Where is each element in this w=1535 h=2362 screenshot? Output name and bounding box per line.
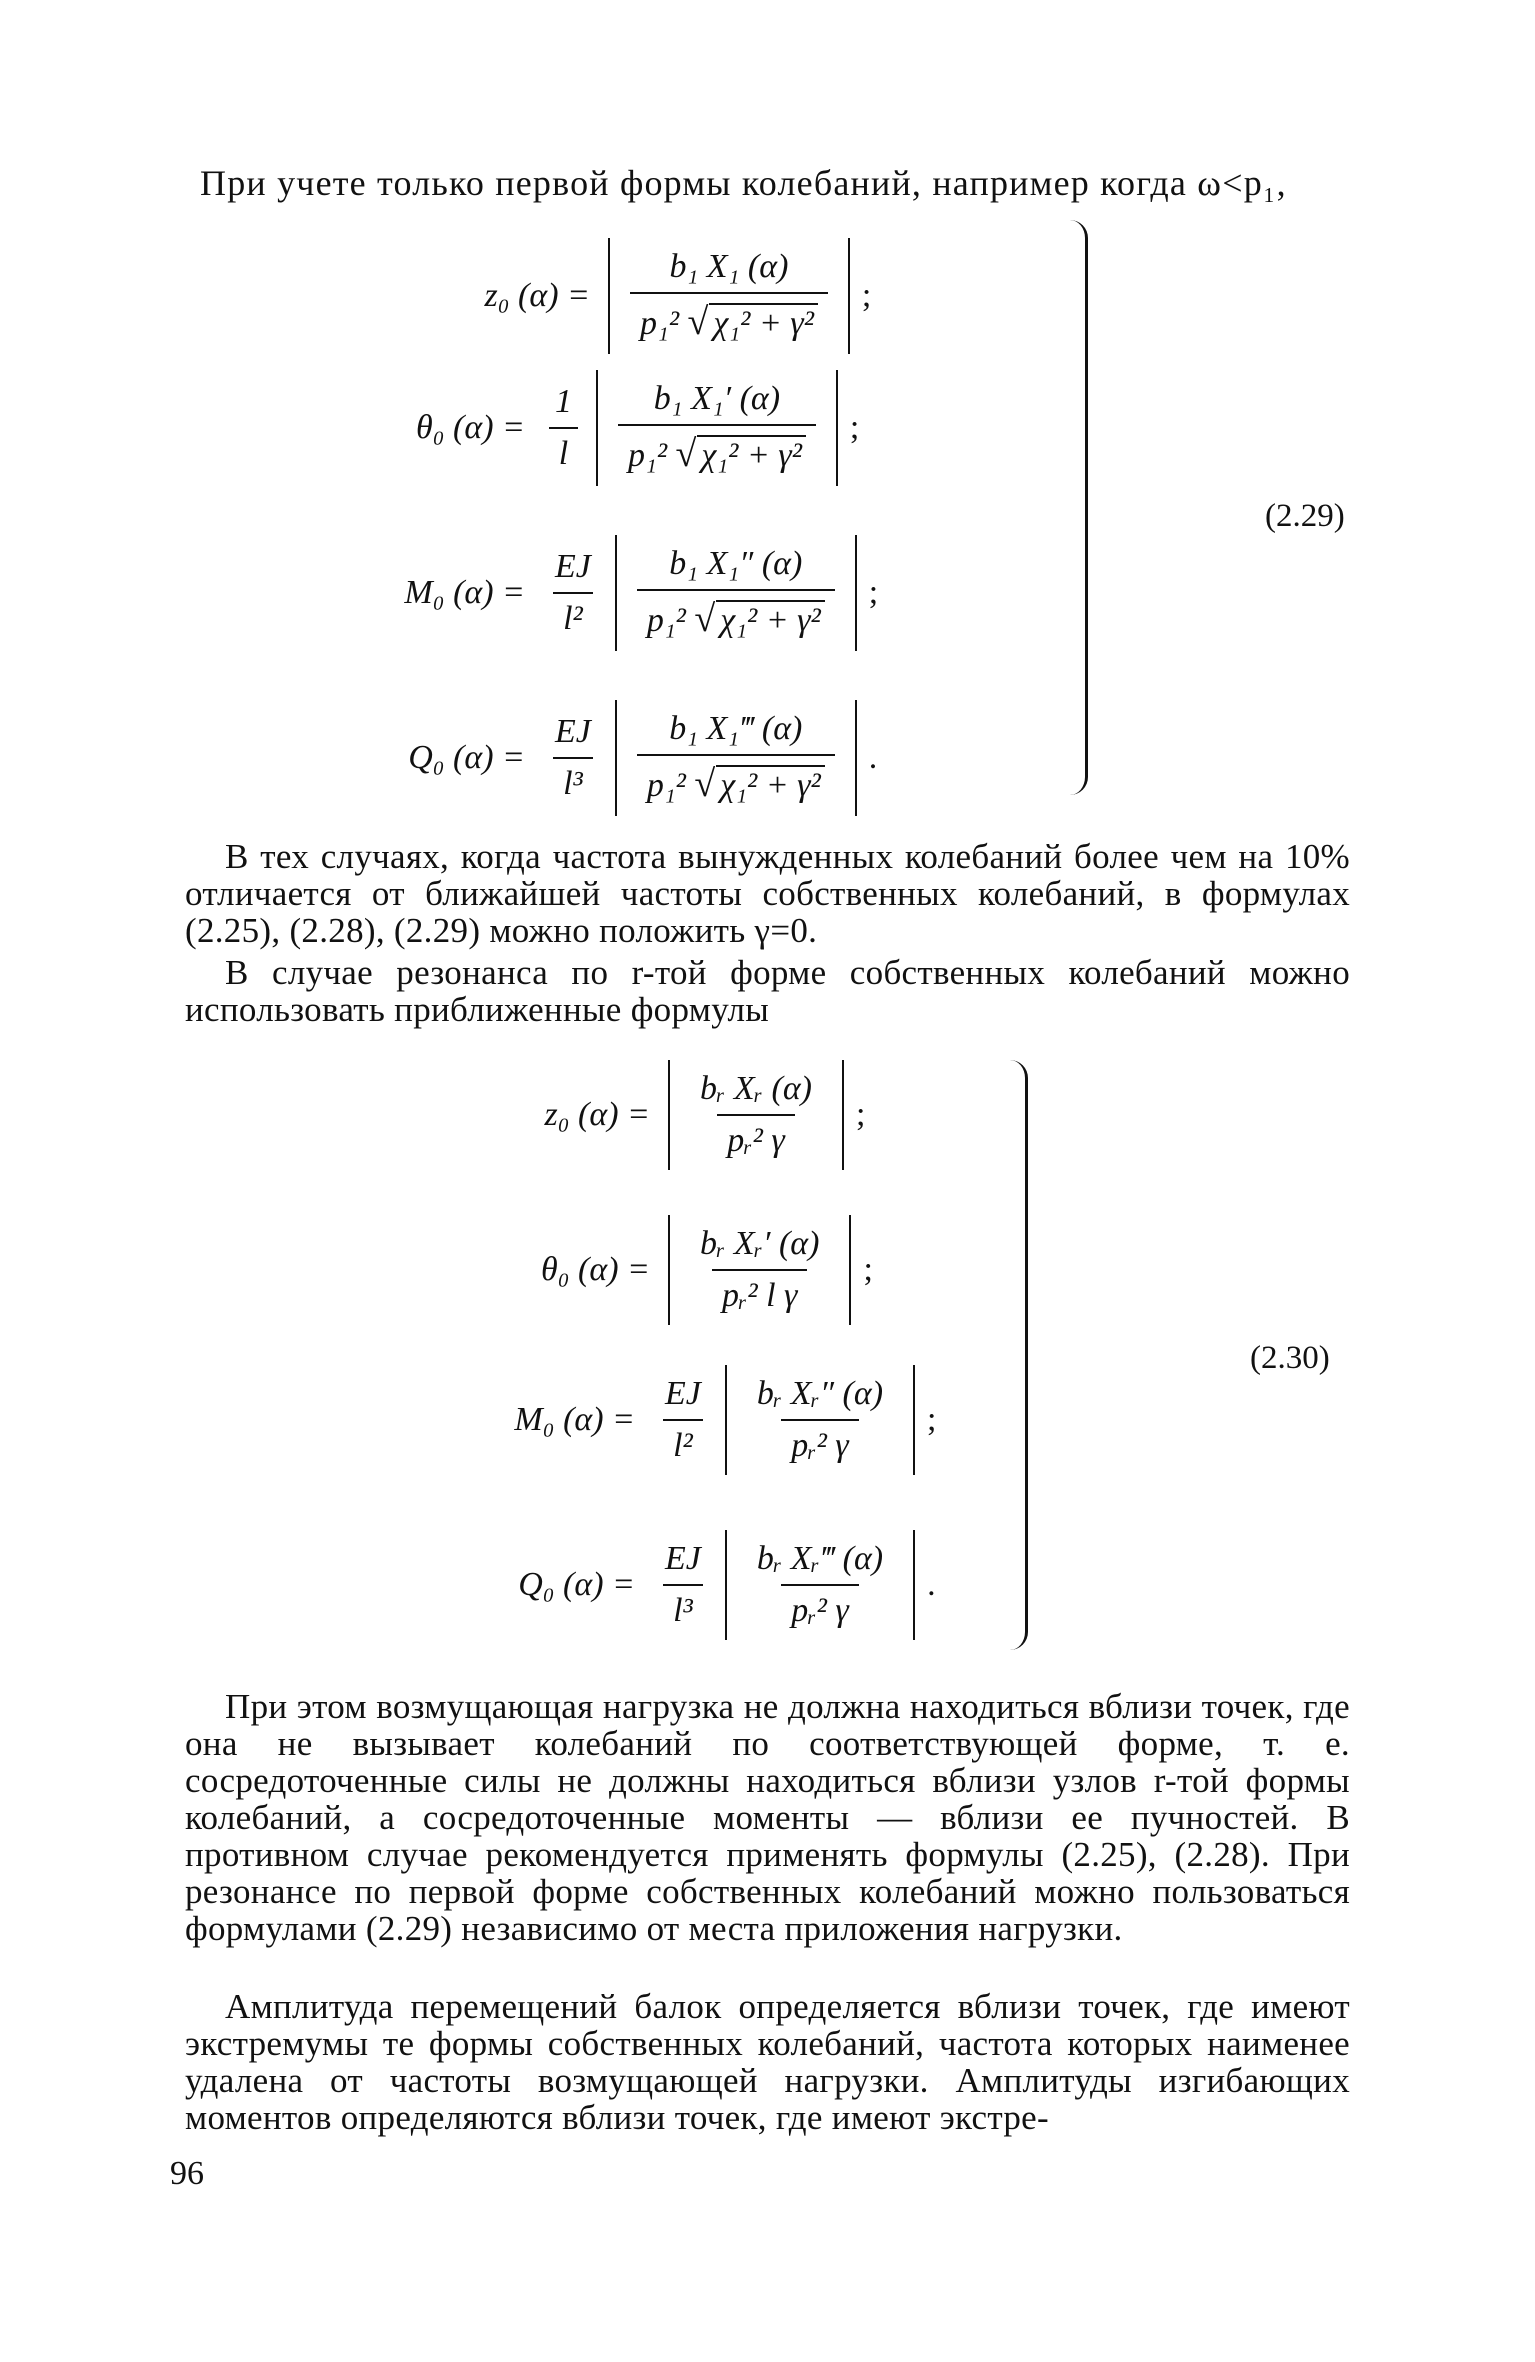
semicolon: ; (868, 574, 879, 611)
semicolon: ; (861, 277, 872, 314)
eq-2-29-row-1 (335, 238, 871, 354)
numerator: bᵣ Xᵣ‴ (α) (756, 1540, 884, 1577)
numerator: b₁ X₁ (α) (669, 248, 789, 285)
denominator-coefficient: p₁² (628, 437, 676, 474)
numerator: bᵣ Xᵣ″ (α) (756, 1375, 884, 1412)
paragraph-3: При этом возмущающая нагрузка не должна находиться вблизи точек, где она не вызывает колебаний по соответствующей форме, т. е. сосредоточенные силы не должны находиться вблизи узлов r-той формы колебаний, а сосредоточенные моменты — вблизи ее пучностей. В противном случае рекомендуется применять формулы (2.25), (2.28). При резонансе по первой форме собственных колебаний можно пользоваться формулами (2.29) независимо от места приложения нагрузки. (185, 1687, 1350, 1948)
abs-value (596, 370, 838, 486)
fraction (637, 545, 835, 641)
fraction (747, 1540, 893, 1630)
sqrt-sign: √ (694, 763, 716, 805)
numerator: b₁ X₁‴ (α) (669, 710, 803, 747)
abs-value (608, 238, 850, 354)
semicolon: ; (927, 1401, 937, 1438)
denominator-coefficient: p₁² (646, 767, 695, 804)
brace-2-29 (1045, 220, 1088, 795)
denominator (637, 589, 835, 641)
numerator: b₁ X₁′ (α) (653, 380, 781, 417)
eq-2-30-row-3 (455, 1365, 936, 1475)
prefactor-fraction (545, 713, 601, 803)
fraction (747, 1375, 893, 1465)
eq-lhs: Q₀ (α) = (518, 1566, 635, 1603)
eq-lhs: M₀ (α) = (514, 1401, 635, 1438)
radicand: χ₁² + γ² (697, 435, 806, 475)
prefactor-fraction (545, 548, 601, 638)
numerator: b₁ X₁″ (α) (669, 545, 803, 582)
eq-2-30-row-2 (455, 1215, 873, 1325)
radicand: χ₁² + γ² (709, 303, 818, 343)
denominator (630, 292, 828, 344)
prefactor-numerator: EJ (555, 713, 591, 750)
prefactor-denominator: l² (553, 592, 593, 638)
prefactor-fraction (655, 1375, 711, 1465)
denominator: pᵣ² l γ (712, 1269, 807, 1315)
paragraph-4: Амплитуда перемещений балок определяется вблизи точек, где имеют экстремумы те формы собственных колебаний, частота которых наименее удалена от частоты возмущающей нагрузки. Амплитуды изгибающих моментов определяются вблизи точек, где имеют экстре- (185, 1987, 1350, 2137)
numerator: bᵣ Xᵣ′ (α) (700, 1225, 820, 1262)
denominator: pᵣ² γ (781, 1419, 858, 1465)
fraction (690, 1070, 822, 1160)
eq-2-30-row-1 (455, 1060, 865, 1170)
sqrt-sign: √ (675, 433, 697, 475)
abs-value (725, 1530, 915, 1640)
abs-value (668, 1215, 851, 1325)
abs-value (615, 535, 857, 651)
prefactor-fraction (655, 1540, 711, 1630)
prefactor-numerator: 1 (555, 383, 572, 420)
equation-number-2-30: (2.30) (1250, 1340, 1330, 1376)
fraction (637, 710, 835, 806)
paragraph-1: В тех случаях, когда частота вынужденных колебаний более чем на 10% отличается от ближайшей частоты собственных колебаний, в формулах (2.25), (2.28), (2.29) можно положить γ=0. (185, 837, 1350, 950)
abs-value (615, 700, 857, 816)
prefactor-numerator: EJ (555, 548, 591, 585)
prefactor-denominator: l² (663, 1419, 703, 1465)
denominator-coefficient: p₁² (646, 602, 695, 639)
eq-lhs: Q₀ (α) = (408, 739, 525, 776)
paragraph-2: В случае резонанса по r-той форме собственных колебаний можно использовать приближенные формулы (185, 953, 1350, 1029)
eq-2-30-row-4 (455, 1530, 936, 1640)
denominator (637, 754, 835, 806)
fraction (630, 248, 828, 344)
brace-2-30 (985, 1060, 1028, 1650)
eq-2-29-row-3 (335, 535, 878, 651)
denominator (618, 424, 816, 476)
prefactor-denominator: l³ (553, 757, 593, 803)
semicolon: ; (849, 409, 860, 446)
eq-2-29-row-4 (335, 700, 877, 816)
semicolon: ; (863, 1251, 873, 1288)
eq-lhs: θ₀ (α) = (416, 409, 525, 446)
page-number: 96 (170, 2155, 204, 2192)
period: . (927, 1566, 936, 1603)
fraction (618, 380, 816, 476)
radicand: χ₁² + γ² (716, 765, 825, 805)
eq-lhs: M₀ (α) = (404, 574, 525, 611)
period: . (868, 739, 878, 776)
abs-value (725, 1365, 915, 1475)
sqrt-sign: √ (687, 301, 709, 343)
equation-number-2-29: (2.29) (1265, 498, 1345, 534)
numerator: bᵣ Xᵣ (α) (700, 1070, 812, 1107)
prefactor-numerator: EJ (665, 1540, 701, 1577)
eq-lhs: z₀ (α) = (544, 1096, 650, 1133)
sqrt-sign: √ (694, 598, 716, 640)
radicand: χ₁² + γ² (716, 600, 825, 640)
denominator-coefficient: p₁² (640, 305, 688, 342)
prefactor-numerator: EJ (665, 1375, 701, 1412)
eq-2-29-row-2 (335, 370, 859, 486)
prefactor-denominator: l³ (663, 1584, 703, 1630)
abs-value (668, 1060, 844, 1170)
prefactor-denominator: l (549, 427, 578, 473)
fraction (690, 1225, 829, 1315)
eq-lhs: z₀ (α) = (484, 277, 590, 314)
eq-lhs: θ₀ (α) = (541, 1251, 650, 1288)
intro-line: При учете только первой формы колебаний, например когда ω<p₁, (200, 163, 1287, 203)
denominator: pᵣ² γ (781, 1584, 858, 1630)
prefactor-fraction (545, 383, 582, 473)
semicolon: ; (856, 1096, 866, 1133)
denominator: pᵣ² γ (717, 1114, 794, 1160)
